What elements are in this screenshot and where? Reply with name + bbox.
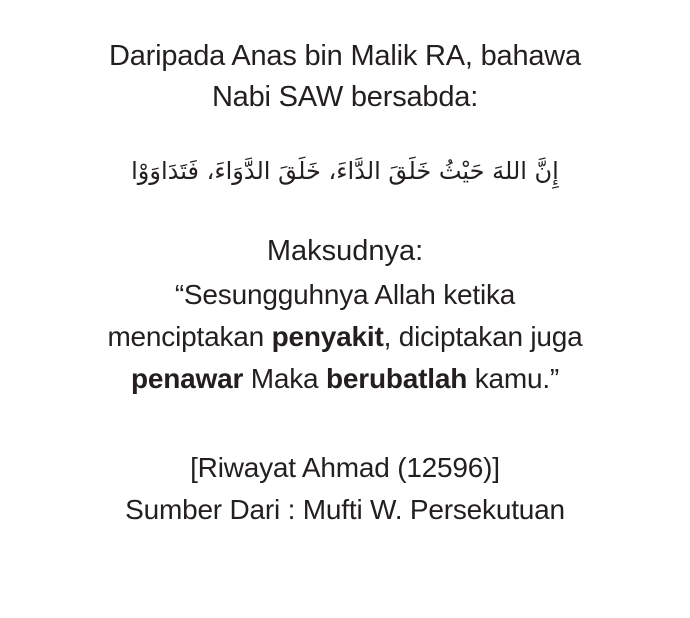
meaning-body: [28, 274, 662, 400]
meaning-line-3-text-b: kamu.”: [467, 363, 560, 394]
narration-intro-line-2: Nabi SAW bersabda:: [211, 81, 479, 113]
reference-block: [28, 448, 662, 530]
reference-source: Sumber Dari : Mufti W. Persekutuan: [125, 494, 565, 525]
meaning-line-1: “Sesungguhnya Allah ketika: [174, 279, 516, 310]
arabic-hadith-text: إِنَّ اللهَ حَيْثُ خَلَقَ الدَّاءَ، خَلَقَ الدَّوَاءَ، فَتَدَاوَوْا: [131, 157, 559, 185]
meaning-line-3: [28, 358, 662, 400]
meaning-keyword-penyakit: penyakit: [271, 321, 384, 352]
narration-intro-line-1: Daripada Anas bin Malik RA, bahawa: [109, 40, 581, 72]
meaning-keyword-penawar: penawar: [130, 363, 244, 394]
narration-intro: [28, 36, 662, 118]
reference-citation: [Riwayat Ahmad (12596)]: [190, 452, 500, 483]
meaning-line-2-text-a: menciptakan: [107, 321, 272, 352]
meaning-heading: Maksudnya:: [266, 235, 424, 267]
meaning-keyword-berubatlah: berubatlah: [325, 363, 468, 394]
meaning-line-2: [28, 316, 662, 358]
meaning-line-2-text-b: , diciptakan juga: [383, 321, 583, 352]
meaning-line-3-text-a: Maka: [243, 363, 326, 394]
